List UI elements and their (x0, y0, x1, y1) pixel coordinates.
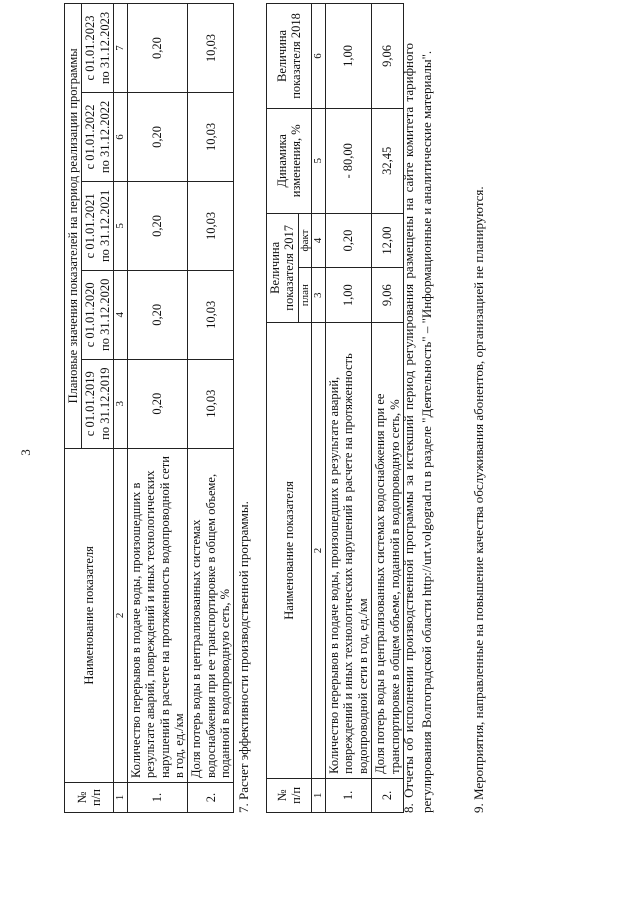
table-row (188, 4, 234, 813)
row-number: 1. (326, 778, 372, 812)
column-number: 3 (312, 268, 326, 323)
header-dynamics: Динамика изменения, % (267, 108, 312, 213)
value-2018: 9,06 (372, 4, 404, 109)
header-name: Наименование показателя (267, 323, 312, 779)
column-number: 5 (114, 181, 128, 270)
column-number: 6 (114, 92, 128, 181)
planned-value: 10,03 (188, 92, 234, 181)
row-number: 2. (188, 783, 234, 813)
plan-value: 9,06 (372, 268, 404, 323)
plan-value: 1,00 (326, 268, 372, 323)
planned-value: 0,20 (127, 359, 188, 448)
header-planned-group: Плановые значения показателей на период реализации программы (65, 4, 82, 449)
column-number: 5 (312, 108, 326, 213)
column-number: 7 (114, 4, 128, 93)
column-number: 4 (312, 213, 326, 268)
paragraph-8: 8. Отчеты об исполнении производственной программы за истекший период регулирования размещены на сайте комитета тарифного регулирования Волгоградской области http://urt.volgograd.ru в разделе "Деятельность" – "Информационные и аналитические материалы". (401, 43, 434, 813)
column-number: 1 (312, 778, 326, 812)
header-period: с 01.01.2020 по 31.12.2020 (82, 270, 114, 359)
planned-value: 0,20 (127, 270, 188, 359)
table-row (372, 4, 404, 813)
planned-value: 0,20 (127, 4, 188, 93)
column-number: 3 (114, 359, 128, 448)
row-number: 2. (372, 778, 404, 812)
planned-indicators-table (64, 3, 234, 813)
planned-value: 0,20 (127, 92, 188, 181)
value-2018: 1,00 (326, 4, 372, 109)
paragraph-9: 9. Мероприятия, направленные на повышение качества обслуживания абонентов, организацией не планируются. (471, 186, 486, 813)
indicator-name: Доля потерь воды в централизованных системах водоснабжения при ее транспортировке в общем объеме, поданной в водопроводную сеть, % (372, 323, 404, 779)
header-value-2018: Величина показателя 2018 (267, 4, 312, 109)
planned-value: 10,03 (188, 4, 234, 93)
header-period: с 01.01.2022 по 31.12.2022 (82, 92, 114, 181)
header-period: с 01.01.2019 по 31.12.2019 (82, 359, 114, 448)
column-number: 4 (114, 270, 128, 359)
header-fact: факт (298, 213, 312, 268)
column-number: 6 (312, 4, 326, 109)
dynamics-value: 32,45 (372, 108, 404, 213)
indicator-name: Количество перерывов в подаче воды, произошедших в результате аварий, повреждений и иных технологических нарушений в расчете на протяженность водопроводной сети в год, ед./км (326, 323, 372, 779)
header-period: с 01.01.2021 по 31.12.2021 (82, 181, 114, 270)
planned-value: 0,20 (127, 181, 188, 270)
header-num: № п/п (267, 778, 312, 812)
dynamics-value: - 80,00 (326, 108, 372, 213)
table-row (326, 4, 372, 813)
column-number: 2 (312, 323, 326, 779)
fact-value: 0,20 (326, 213, 372, 268)
indicator-name: Количество перерывов в подаче воды, произошедших в результате аварий, повреждений и иных технологических нарушений в расчете на протяженность водопроводной сети в год, ед./км (127, 448, 188, 782)
page-number: 3 (18, 449, 33, 456)
header-num: № п/п (65, 783, 114, 813)
planned-value: 10,03 (188, 359, 234, 448)
efficiency-table (266, 3, 404, 813)
header-plan: план (298, 268, 312, 323)
planned-value: 10,03 (188, 181, 234, 270)
header-value-2017: Величина показателя 2017 (267, 213, 299, 322)
column-number: 1 (114, 783, 128, 813)
row-number: 1. (127, 783, 188, 813)
fact-value: 12,00 (372, 213, 404, 268)
header-period: с 01.01.2023 по 31.12.2023 (82, 4, 114, 93)
section-7-heading: 7. Расчет эффективности производственной программы. (236, 501, 251, 813)
indicator-name: Доля потерь воды в централизованных системах водоснабжения при ее транспортировке в общем объеме, поданной в водопроводную сеть, % (188, 448, 234, 782)
column-number-row (312, 4, 326, 813)
header-name: Наименование показателя (65, 448, 114, 782)
planned-value: 10,03 (188, 270, 234, 359)
table-row (127, 4, 188, 813)
column-number-row (114, 4, 128, 813)
column-number: 2 (114, 448, 128, 782)
